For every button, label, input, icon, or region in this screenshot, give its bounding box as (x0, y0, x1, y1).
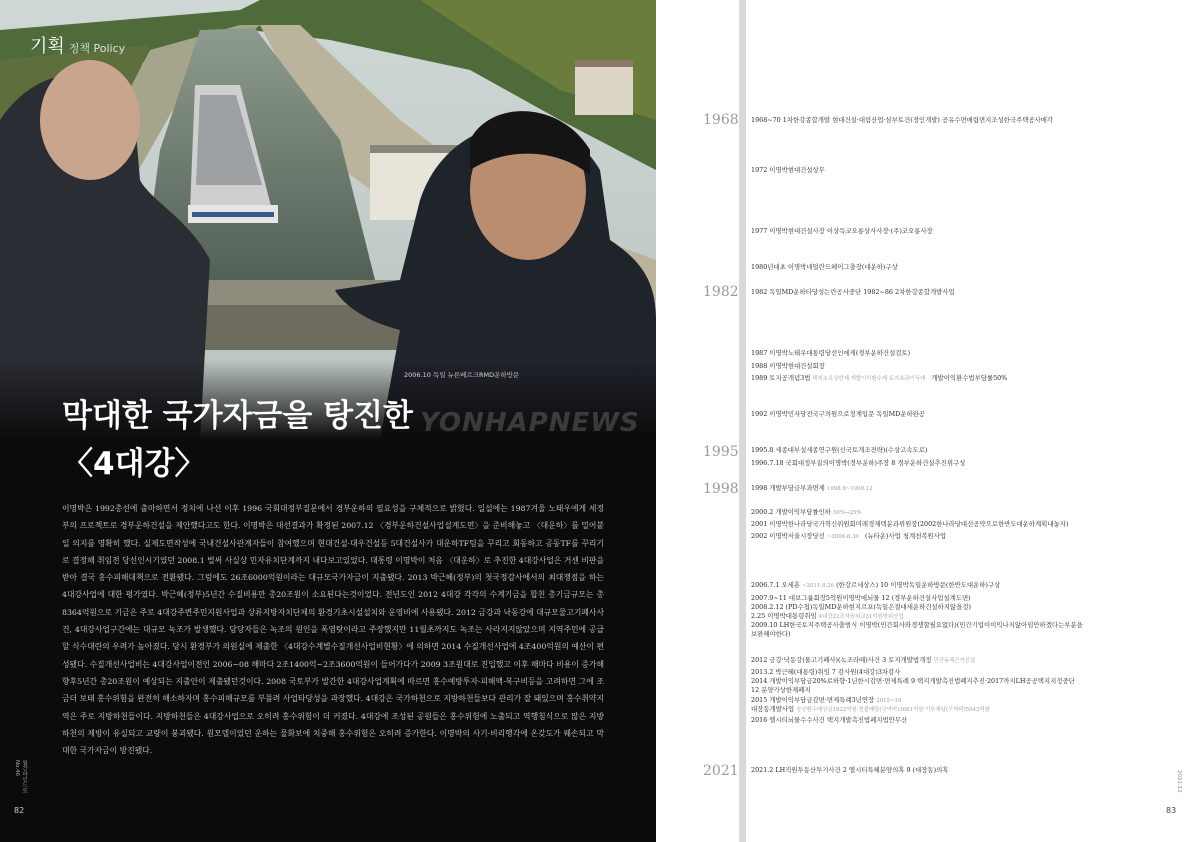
entry-text-extra: (한강르네상스) 10 이명박독일운하방문(한반도대운하)구상 (836, 581, 1001, 589)
timeline-entry (751, 484, 1171, 495)
entry-text: 1977 이명박현대건설사장 이상득코오롱상사사장·(주)코오롱사장 (751, 227, 933, 235)
entry-text-extra: (뉴타운)사업 청계천복원사업 (864, 532, 947, 540)
entry-text: 1987 이명박노태우대통령당선인에게(경부운하건설검토) (751, 349, 911, 357)
canal-photo (0, 0, 656, 440)
timeline-entry (751, 288, 1171, 298)
entry-text-extra: 개발이익환수법부담률50% (931, 374, 1008, 382)
timeline-entry (751, 766, 1171, 776)
entry-text: 2007.9~11 대보그룹회장5억원이명박에뇌물 12 (경부운하건설사업설계도면) (751, 594, 971, 602)
timeline-entry (751, 446, 1171, 456)
entry-note: 2015~18 (876, 698, 902, 704)
timeline-entry (751, 520, 1171, 530)
article-body: 이명박은 1992총선에 출마하면서 정치에 나선 이후 1996 국회대정부질문에서 경부운하의 필요성을 구체적으로 밝혔다. 일설에는 1987겨울 노태우에게 세정부의 프로젝트로 경부운하건설을 제안했다고도 한다. 이명박은 대선결과가 확정된 2007.12 〈경부운하건설사업설계도면〉을 준비해놓고 〈대운하〉를 밀어붙일 의지를 명확히 했다. 실제도면작성에 국내건설사관계자들이 참여했으며 현대건설·대우건설등 5대건설사가 대운하TF팀을 꾸리고 회동하고 공동TF를 꾸리기로 결정해 취임전 당선인시기였던 2008.1 벌써 사실상 민자유치단계까지 내다보고있었다. 대통령 이명박이 처음 〈대운하〉로 추진한 4대강사업은 거센 비판을 받아 결국 홍수피해대책으로 전환됐다. 그럼에도 26조6000억원이라는 대규모국가자금이 지출됐다. 2013 박근혜(정부)의 첫국정감사에서의 최대쟁점을 하는 4대강사업에 대한 평가였다. 박근혜(정부)5년간 수질비용만 총20조원이 소요된다는것이었다. 전년도인 2012 4대강 각각의 수계기금을 합친 총기금규모는 총8364억원으로 기금은 주로 4대강주변주민지원사업과 상류지방자치단체의 환경기초시설설치와 운영비에 사용됐다. 2012 금강과 낙동강에 대규모물고기폐사사건, 4대강사업구간에는 대규모 녹조가 발생했다. 담당자들은 녹조의 원인을 폭염탓이라고 주장했지만 11월초까지도 녹조는 사라지지않았으며 지역주민에 공급할 식수대란의 우려가 높아졌다. 당시 환경부가 의원실에 제출한 〈4대강수계별수질개선사업비현황〉에 의하면 2014 수질개선사업에 4조400억원의 예산이 편성됐다. 수질개선사업비는 4대강사업이전인 2006~08 해마다 2조1400억~2조3600억원이 들어가다가 2009 3조원대로 진입했고 이후 해마다 비용이 증가해 향후5년간 총20조원이 예상되는 지출안이 제출됐던것이다. 2008 국토부가 발간한 4대강사업계획에 따르면 홍수예방투자·피해액·복구비등을 고려하면 그에 조금더 보태 홍수위험을 완전히 해소하자며 홍수피해규모를 부풀려 사업타당성을 과장했다. 4대강은 국가하천으로 지방하천들보다 관리가 잘 돼있으며 홍수취약지역은 주로 지방하천들이다. 지방하천들은 4대강사업으로 오히려 홍수위험이 더 커졌다. 4대강에 조성된 공원들은 홍수위험에 노출되고 역행침식으로 많은 지방하천의 제방이 유실되고 교량이 붕괴됐다. 원모델이었던 운하는 물화보에 치중해 홍수위험은 오히려 증가한다. 이명박의 사기·비리행각에 온갖도가 웨손되고 막대한 국가자금이 방진됐다. (62, 504, 604, 756)
timeline-entry (751, 630, 1171, 640)
section-label-sub: 정책 Policy (68, 42, 126, 55)
entry-note: ~2006.6.30 (826, 534, 859, 540)
year-label: 1995 (703, 444, 739, 460)
entry-text: 1972 이명박현대건설상무 (751, 166, 825, 174)
entry-text: 2021.2 LH직원투동산투기사건 2 엘시티특혜분양의혹 9 (대장동)의혹 (751, 766, 949, 774)
timeline-entry (751, 656, 1171, 667)
timeline-entry (751, 459, 1171, 469)
entry-text: 보완해야한다) (751, 630, 791, 638)
entry-text: 1989 토지공개념3법 (751, 374, 811, 382)
timeline-entry (751, 508, 1171, 519)
entry-note: 민간독체근거신설 (933, 658, 976, 664)
year-label: 1968 (703, 112, 739, 128)
entry-text: 2016 엘시티뇌물수수사건 택지개발촉진법폐지법안무산 (751, 716, 908, 724)
timeline-entry (751, 532, 1171, 543)
entry-text: 1995.8 세종대부설세종연구원(신국토개조전략)(수상고속도로) (751, 446, 928, 454)
timeline-entry (751, 716, 1171, 726)
timeline-entry (751, 227, 1171, 237)
timeline-entry (751, 686, 1171, 696)
timeline-entry (751, 349, 1171, 359)
entry-text: 1980년대초 이명박네덜란드헤이그출장(대운하)구상 (751, 263, 898, 271)
title-line-2: 〈4대강〉 (62, 446, 206, 482)
entry-note: 50%→25% (833, 510, 862, 516)
entry-note: ~2011.8.26 (802, 583, 835, 589)
entry-text: 2013.2 박근혜(대통령)취임 7 감사원(4대강)3차감사 (751, 668, 901, 676)
entry-text: 2009.10 LH한국토지주택공사출범식 이명박(민간회사와경쟁할필요없다)(민간기업이이익나지않아임안하겠다는부분을 (751, 621, 1083, 629)
entry-note: 1998.9~1999.12 (826, 486, 873, 492)
timeline-entry (751, 410, 1171, 420)
entry-text: 대장동개발사업 (751, 705, 795, 713)
entry-note: 공공환수예상금1822억원·현물배당(구역비)3681억원·기부채납(구역비)5943억원 (796, 707, 990, 713)
timeline-entry (751, 362, 1171, 372)
timeline-entry (751, 374, 1171, 385)
right-sidebar (1176, 770, 1186, 793)
year-label: 2021 (703, 763, 739, 779)
timeline-entry (751, 166, 1171, 176)
entry-note: 택지소유상한제·개발이익환수제·토지초과이득세 (812, 376, 926, 382)
page-number-right: 83 (1166, 806, 1177, 815)
entry-text: 2008.2.12 (PD수첩)독일MD운하현지르포(독일은절대새운하건설하지않을것) (751, 603, 971, 611)
page-number-left: 82 (14, 806, 25, 815)
timeline-entry (751, 263, 1171, 273)
timeline-entry (751, 705, 1171, 716)
photo-caption: 2006.10 독일 뉴른베르크RMD운하방문 (404, 371, 520, 379)
timeline-entry (751, 116, 1171, 126)
year-label: 1998 (703, 481, 739, 497)
entry-text: 1998 개발부담금부과면제 (751, 484, 825, 492)
issue-date: 2021.12 (1176, 770, 1182, 793)
entry-text: 2015 개발이익부담금감면·면제특례3년연장 (751, 696, 875, 704)
year-label: 1982 (703, 284, 739, 300)
entry-text: 2000.2 개발이익부담률인하 (751, 508, 831, 516)
watermark: YONHAPNEWS (420, 408, 640, 438)
entry-text: 2012 금강·낙동강(물고기폐사)(녹조라떼)사건 3 토지개발법개정 (751, 656, 932, 664)
entry-text: 1982 독일MD운하타당성는란공사중단 1982~86 2차한강종합개발사업 (751, 288, 955, 296)
title-line-1: 막대한 국가자금을 탕진한 (62, 398, 413, 434)
entry-text: 2.25 이명박대통령취임 (751, 612, 817, 620)
entry-text: 2001 이명박한나라당국가혁신위원회미래경제텍분과위원장(2002한나라당대선공약으로한반도대운하계획내놓자) (751, 520, 1069, 528)
magazine-name: 월간마인드로 No.46 (14, 760, 27, 793)
article-title (62, 392, 413, 488)
entry-text: 1992 이명박민자당전국구의원으로정계입문 독일MD운하완공 (751, 410, 925, 418)
entry-text: 1996.7.18 국회대정부질의이명박(경부운하)주장 8 경부운하건설추진위구성 (751, 459, 966, 467)
timeline-entry (751, 581, 1171, 592)
canal-photo-illustration (0, 0, 656, 440)
left-sidebar (14, 760, 27, 798)
timeline-bar (739, 0, 746, 842)
section-label-main: 기획 (30, 36, 65, 57)
entry-text: 1968~70 1차한강종합개발 현대건설·대림산업·삼부토건(정인개발) 공유수면매립면지조성한국주택공사매각 (751, 116, 1054, 124)
entry-text: 1988 이명박현대건설회장 (751, 362, 825, 370)
entry-text: 2014 개발이익부담금20%로하향·1년한시감면·면제특례 9 택지개발촉진법폐지추진·2017까지LH공공택지지정중단 (751, 677, 1075, 685)
entry-text: 2006.7.1 오세훈 (751, 581, 801, 589)
section-label (30, 32, 125, 58)
entry-text: 12 분양가상한제폐지 (751, 686, 811, 694)
entry-note: 4대강22조자원외교31억원방위산업 (818, 614, 904, 620)
entry-text: 2002 이명박서울시장당선 (751, 532, 825, 540)
